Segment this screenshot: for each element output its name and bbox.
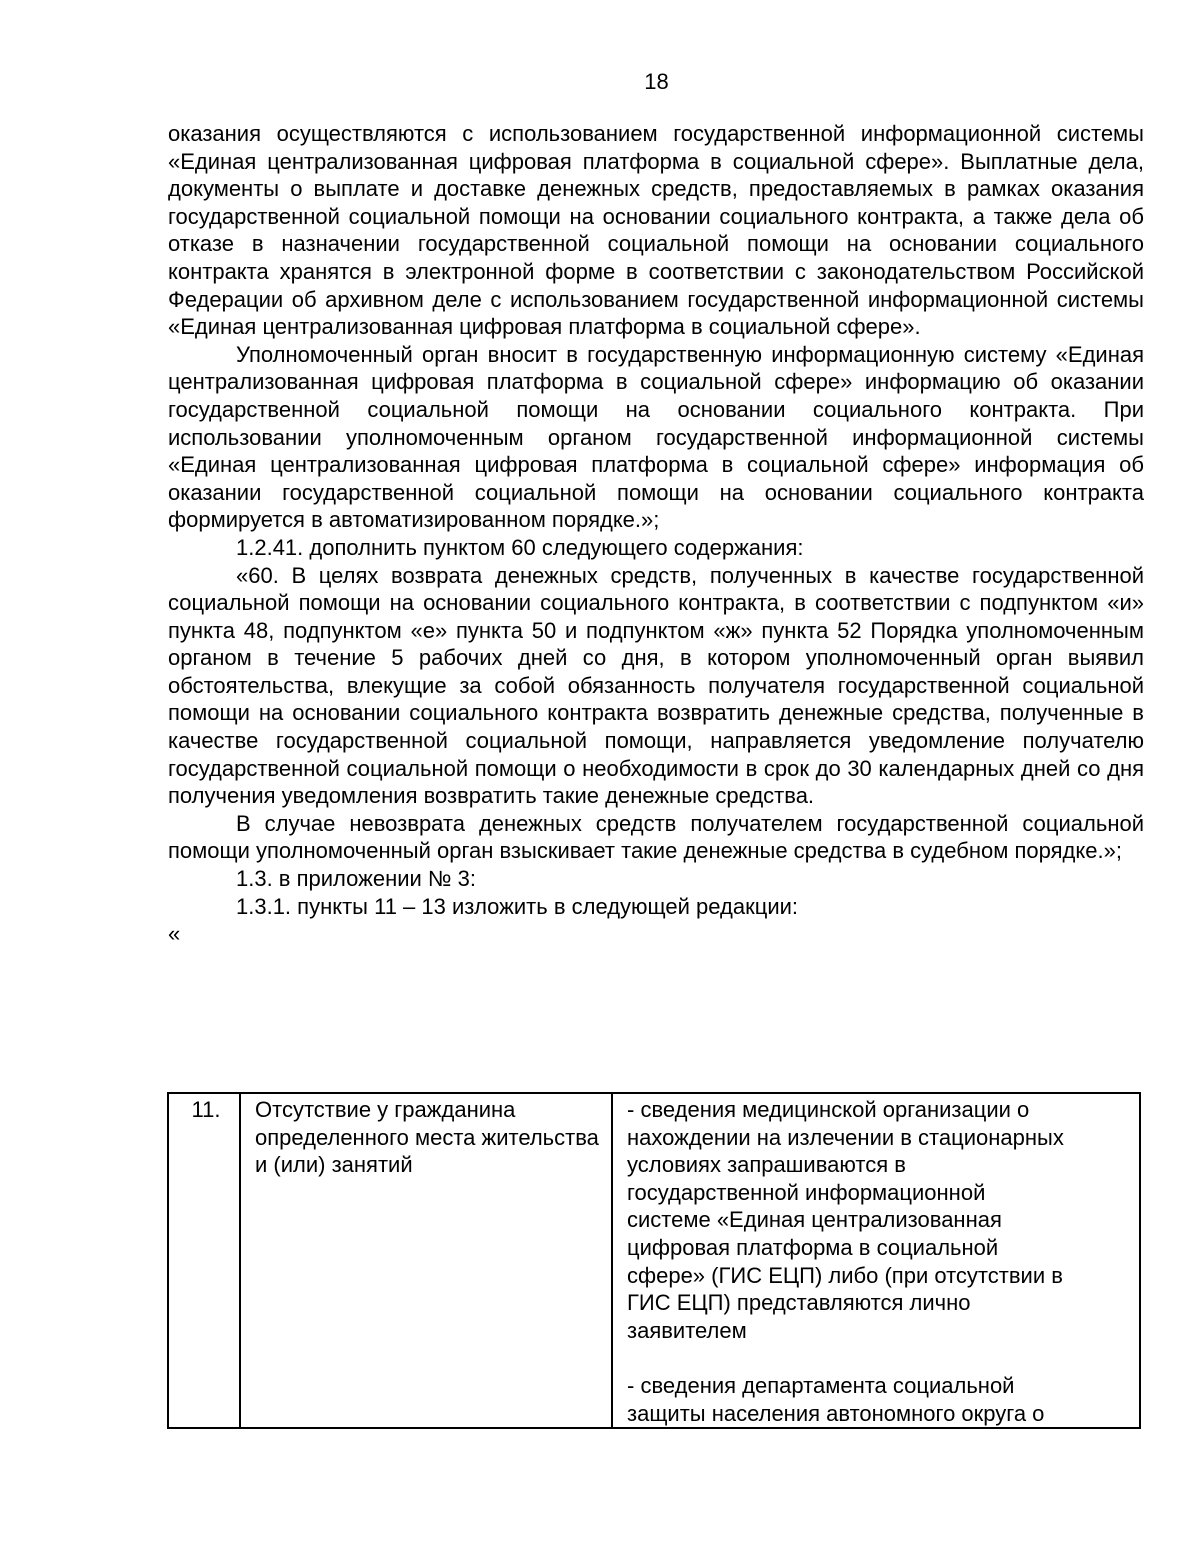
row-number-cell: 11. bbox=[168, 1093, 240, 1428]
page-number: 18 bbox=[644, 69, 669, 94]
documents-line: цифровая платформа в социальной bbox=[627, 1234, 999, 1260]
paragraph: «60. В целях возврата денежных средств, полученных в качестве государственной социальной помощи на основании социального контракта, в соответствии с подпунктом «и» пункта 48, подпунктом «е» пункта 50 и подпунктом «ж» пункта 52 Порядка уполномоченным органом в течение 5 рабочих дней со дня, в котором уполномоченный орган выявил обстоятельства, влекущие за собой обязанность получателя государственной социальной помощи на основании социального контракта возвратить денежные средства, полученные в качестве государственной социальной помощи, направляется уведомление получателю государственной социальной помощи о необходимости в срок до 30 календарных дней со дня получения уведомления возвратить такие денежные средства. bbox=[168, 562, 1144, 809]
documents-line: системе «Единая централизованная bbox=[627, 1207, 1002, 1233]
documents-line: условиях запрашиваются в bbox=[627, 1152, 906, 1178]
documents-line: ГИС ЕЦП) представляются лично bbox=[627, 1290, 971, 1316]
documents-line: заявителем bbox=[627, 1317, 747, 1343]
document-body bbox=[168, 120, 1144, 948]
amendment-table bbox=[167, 1092, 1141, 1429]
documents-line bbox=[627, 1344, 1135, 1372]
paragraph: В случае невозврата денежных средств получателем государственной социальной помощи уполномоченный орган взыскивает такие денежные средства в судебном порядке.»; bbox=[168, 810, 1144, 864]
documents-line: нахождении на излечении в стационарных bbox=[627, 1124, 1064, 1150]
opening-quote: « bbox=[168, 921, 181, 947]
paragraph: 1.2.41. дополнить пунктом 60 следующего содержания: bbox=[236, 534, 804, 560]
documents-line: защиты населения автономного округа о bbox=[627, 1400, 1045, 1426]
documents-line: - сведения медицинской организации о bbox=[627, 1097, 1030, 1122]
paragraph: 1.3. в приложении № 3: bbox=[236, 866, 476, 892]
paragraph: Уполномоченный орган вносит в государственную информационную систему «Единая централизованная цифровая платформа в социальной сфере» информацию об оказании государственной социальной помощи на основании социального контракта. При использовании уполномоченным органом государственной информационной системы «Единая централизованная цифровая платформа в социальной сфере» информация об оказании государственной социальной помощи на основании социального контракта формируется в автоматизированном порядке.»; bbox=[168, 341, 1144, 533]
paragraph: 1.3.1. пункты 11 – 13 изложить в следующей редакции: bbox=[236, 893, 799, 919]
paragraph: оказания осуществляются с использованием государственной информационной системы «Единая централизованная цифровая платформа в социальной сфере». Выплатные дела, документы о выплате и доставке денежных средств, предоставляемых в рамках оказания государственной социальной помощи на основании социального контракта, а также дела об отказе в назначении государственной социальной помощи на основании социального контракта хранятся в электронной форме в соответствии с законодательством Российской Федерации об архивном деле с использованием государственной информационной системы «Единая централизованная цифровая платформа в социальной сфере». bbox=[168, 121, 1144, 340]
documents-line: - сведения департамента социальной bbox=[627, 1372, 1015, 1398]
documents-line: сфере» (ГИС ЕЦП) либо (при отсутствии в bbox=[627, 1262, 1063, 1288]
documents-line: государственной информационной bbox=[627, 1179, 986, 1205]
table-row bbox=[168, 1093, 1140, 1428]
documents-cell bbox=[612, 1093, 1140, 1428]
condition-cell: Отсутствие у гражданина определенного места жительства и (или) занятий bbox=[240, 1093, 612, 1428]
